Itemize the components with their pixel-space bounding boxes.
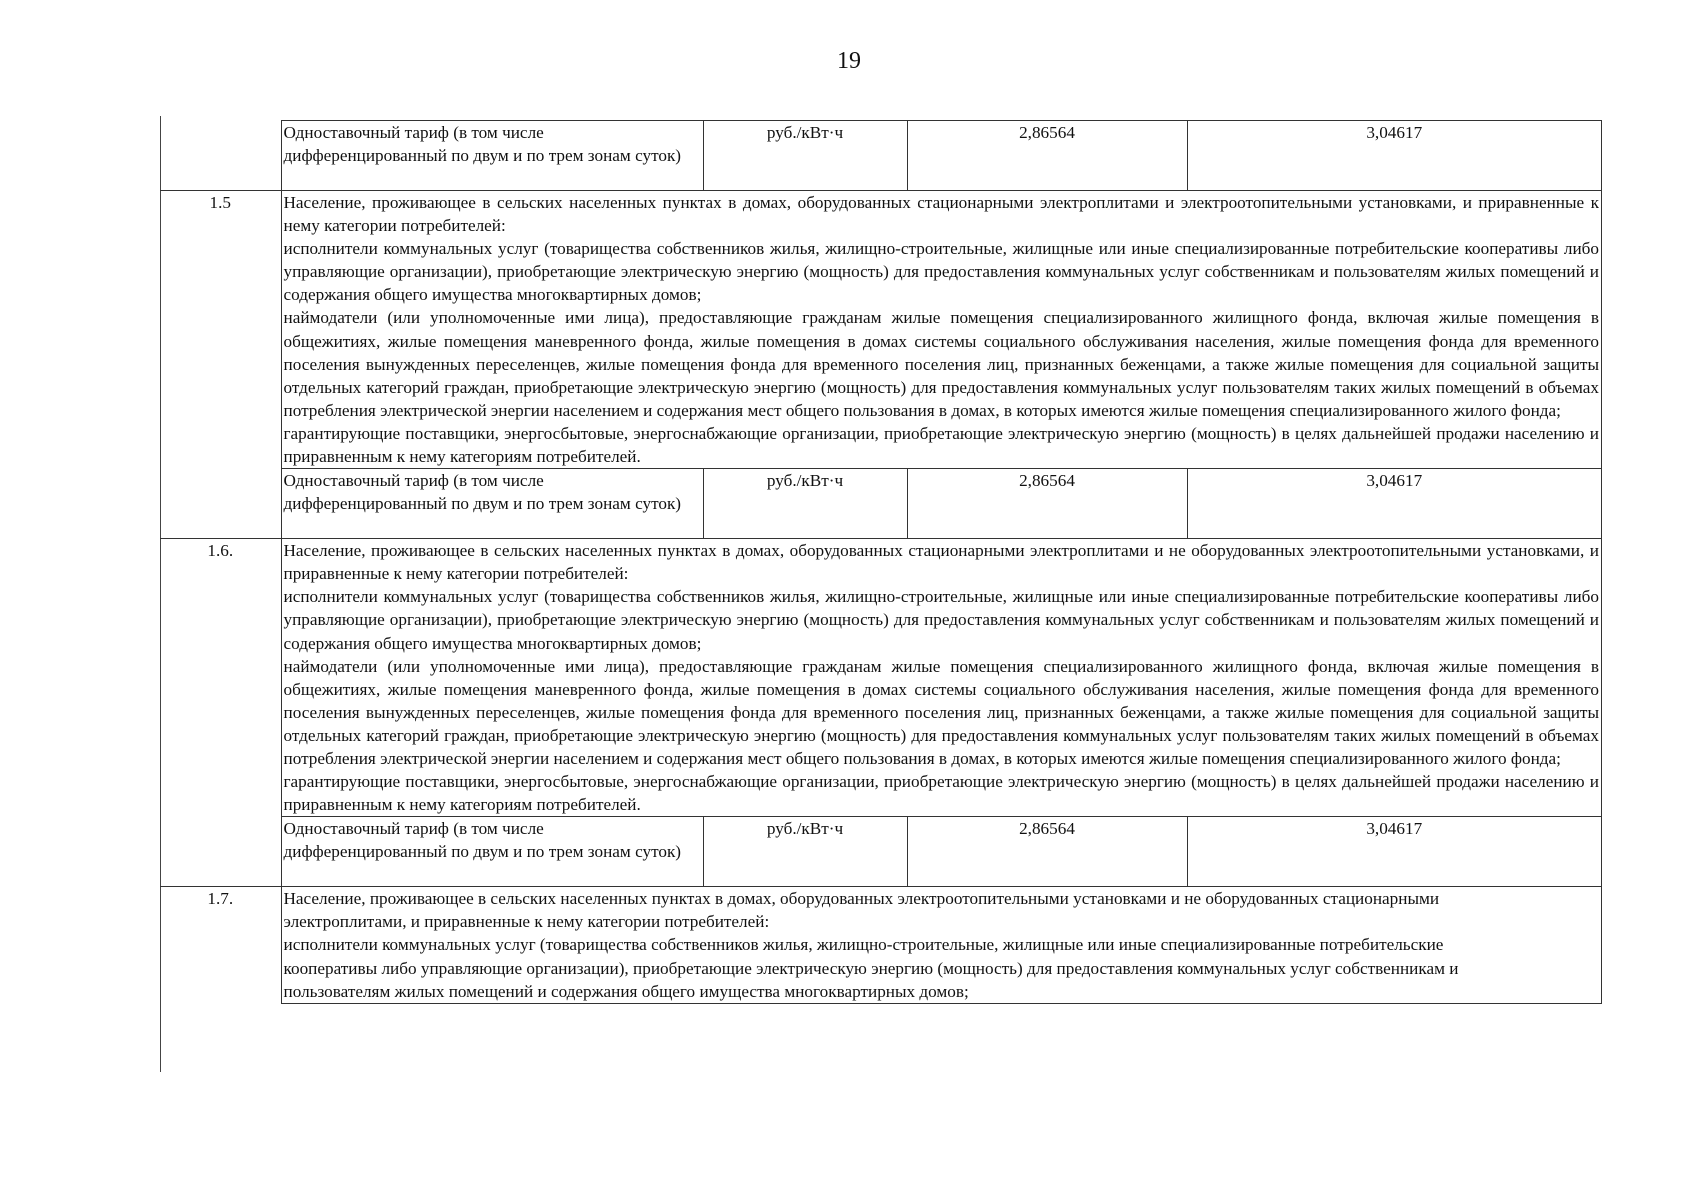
tariff-value-first-half: 2,86564	[907, 817, 1187, 887]
tariff-name: Одноставочный тариф (в том числе дифференцированный по двум и по трем зонам суток)	[281, 121, 703, 191]
description-paragraph: исполнители коммунальных услуг (товарищества собственников жилья, жилищно-строительные, жилищные или иные специализированные потребительские кооперативы либо управляющие организации), приобретающие электрическую энергию (мощность) для предоставления коммунальных услуг собственникам и пользователям жилых помещений и содержания общего имущества многоквартирных домов;	[283, 935, 1459, 1001]
tariff-value-first-half: 2,86564	[907, 469, 1187, 539]
tariff-table	[160, 120, 1602, 1004]
section-number: 1.5	[160, 191, 281, 469]
tariff-value-second-half: 3,04617	[1187, 469, 1602, 539]
tariff-unit: руб./кВт·ч	[703, 817, 907, 887]
tariff-row	[160, 469, 1602, 539]
tariff-name: Одноставочный тариф (в том числе дифференцированный по двум и по трем зонам суток)	[281, 817, 703, 887]
section-number: 1.7.	[160, 887, 281, 1003]
description-paragraph: Население, проживающее в сельских населенных пунктах в домах, оборудованных стационарными электроплитами и электроотопительными установками, и приравненные к нему категории потребителей:	[283, 193, 1599, 236]
tariff-value-second-half: 3,04617	[1187, 121, 1602, 191]
description-paragraph: гарантирующие поставщики, энергосбытовые, энергоснабжающие организации, приобретающие электрическую энергию (мощность) в целях дальнейшей продажи населению и приравненным к нему категориям потребителей.	[283, 423, 1599, 467]
section-description	[281, 191, 1602, 469]
description-paragraph: Население, проживающее в сельских населенных пунктах в домах, оборудованных стационарными электроплитами и не оборудованных электроотопительными установками, и приравненные к нему категории потребителей:	[283, 541, 1599, 584]
tariff-row	[160, 121, 1602, 191]
description-paragraph: Население, проживающее в сельских населенных пунктах в домах, оборудованных электроотопительными установками и не оборудованных стационарными электроплитами, и приравненные к нему категории потребителей:	[283, 889, 1440, 932]
description-paragraph: исполнители коммунальных услуг (товарищества собственников жилья, жилищно-строительные, жилищные или иные специализированные потребительские кооперативы либо управляющие организации), приобретающие электрическую энергию (мощность) для предоставления коммунальных услуг собственникам и пользователям жилых помещений и содержания общего имущества многоквартирных домов;	[283, 587, 1599, 653]
row-number	[160, 469, 281, 539]
tariff-value-first-half: 2,86564	[907, 121, 1187, 191]
tariff-value-second-half: 3,04617	[1187, 817, 1602, 887]
row-number	[160, 121, 281, 191]
section-row-1-5	[160, 191, 1602, 469]
section-description	[281, 539, 1602, 817]
tariff-unit: руб./кВт·ч	[703, 469, 907, 539]
row-number	[160, 817, 281, 887]
section-row-1-6	[160, 539, 1602, 817]
description-paragraph: исполнители коммунальных услуг (товарищества собственников жилья, жилищно-строительные, жилищные или иные специализированные потребительские кооперативы либо управляющие организации), приобретающие электрическую энергию (мощность) для предоставления коммунальных услуг собственникам и пользователям жилых помещений и содержания общего имущества многоквартирных домов;	[283, 239, 1599, 305]
tariff-row	[160, 817, 1602, 887]
tariff-name: Одноставочный тариф (в том числе дифференцированный по двум и по трем зонам суток)	[281, 469, 703, 539]
section-description	[281, 887, 1602, 1003]
section-number: 1.6.	[160, 539, 281, 817]
section-row-1-7	[160, 887, 1602, 1003]
description-paragraph: наймодатели (или уполномоченные ими лица), предоставляющие гражданам жилые помещения специализированного жилищного фонда, включая жилые помещения в общежитиях, жилые помещения маневренного фонда, жилые помещения в домах системы социального обслуживания населения, жилые помещения фонда для временного поселения вынужденных переселенцев, жилые помещения фонда для временного поселения лиц, признанных беженцами, а также жилые помещения для социальной защиты отдельных категорий граждан, приобретающие электрическую энергию (мощность) для предоставления коммунальных услуг пользователям таких жилых помещений в объемах потребления электрической энергии населением и содержания мест общего пользования в домах, в которых имеются жилые помещения специализированного жилого фонда;	[283, 308, 1599, 420]
page-number: 19	[837, 48, 861, 74]
description-paragraph: гарантирующие поставщики, энергосбытовые, энергоснабжающие организации, приобретающие электрическую энергию (мощность) в целях дальнейшей продажи населению и приравненным к нему категориям потребителей.	[283, 772, 1599, 815]
description-paragraph: наймодатели (или уполномоченные ими лица), предоставляющие гражданам жилые помещения специализированного жилищного фонда, включая жилые помещения в общежитиях, жилые помещения маневренного фонда, жилые помещения в домах системы социального обслуживания населения, жилые помещения фонда для временного поселения вынужденных переселенцев, жилые помещения фонда для временного поселения лиц, признанных беженцами, а также жилые помещения для социальной защиты отдельных категорий граждан, приобретающие электрическую энергию (мощность) для предоставления коммунальных услуг пользователям таких жилых помещений в объемах потребления электрической энергии населением и содержания мест общего пользования в домах, в которых имеются жилые помещения специализированного жилого фонда;	[283, 656, 1599, 768]
tariff-unit: руб./кВт·ч	[703, 121, 907, 191]
